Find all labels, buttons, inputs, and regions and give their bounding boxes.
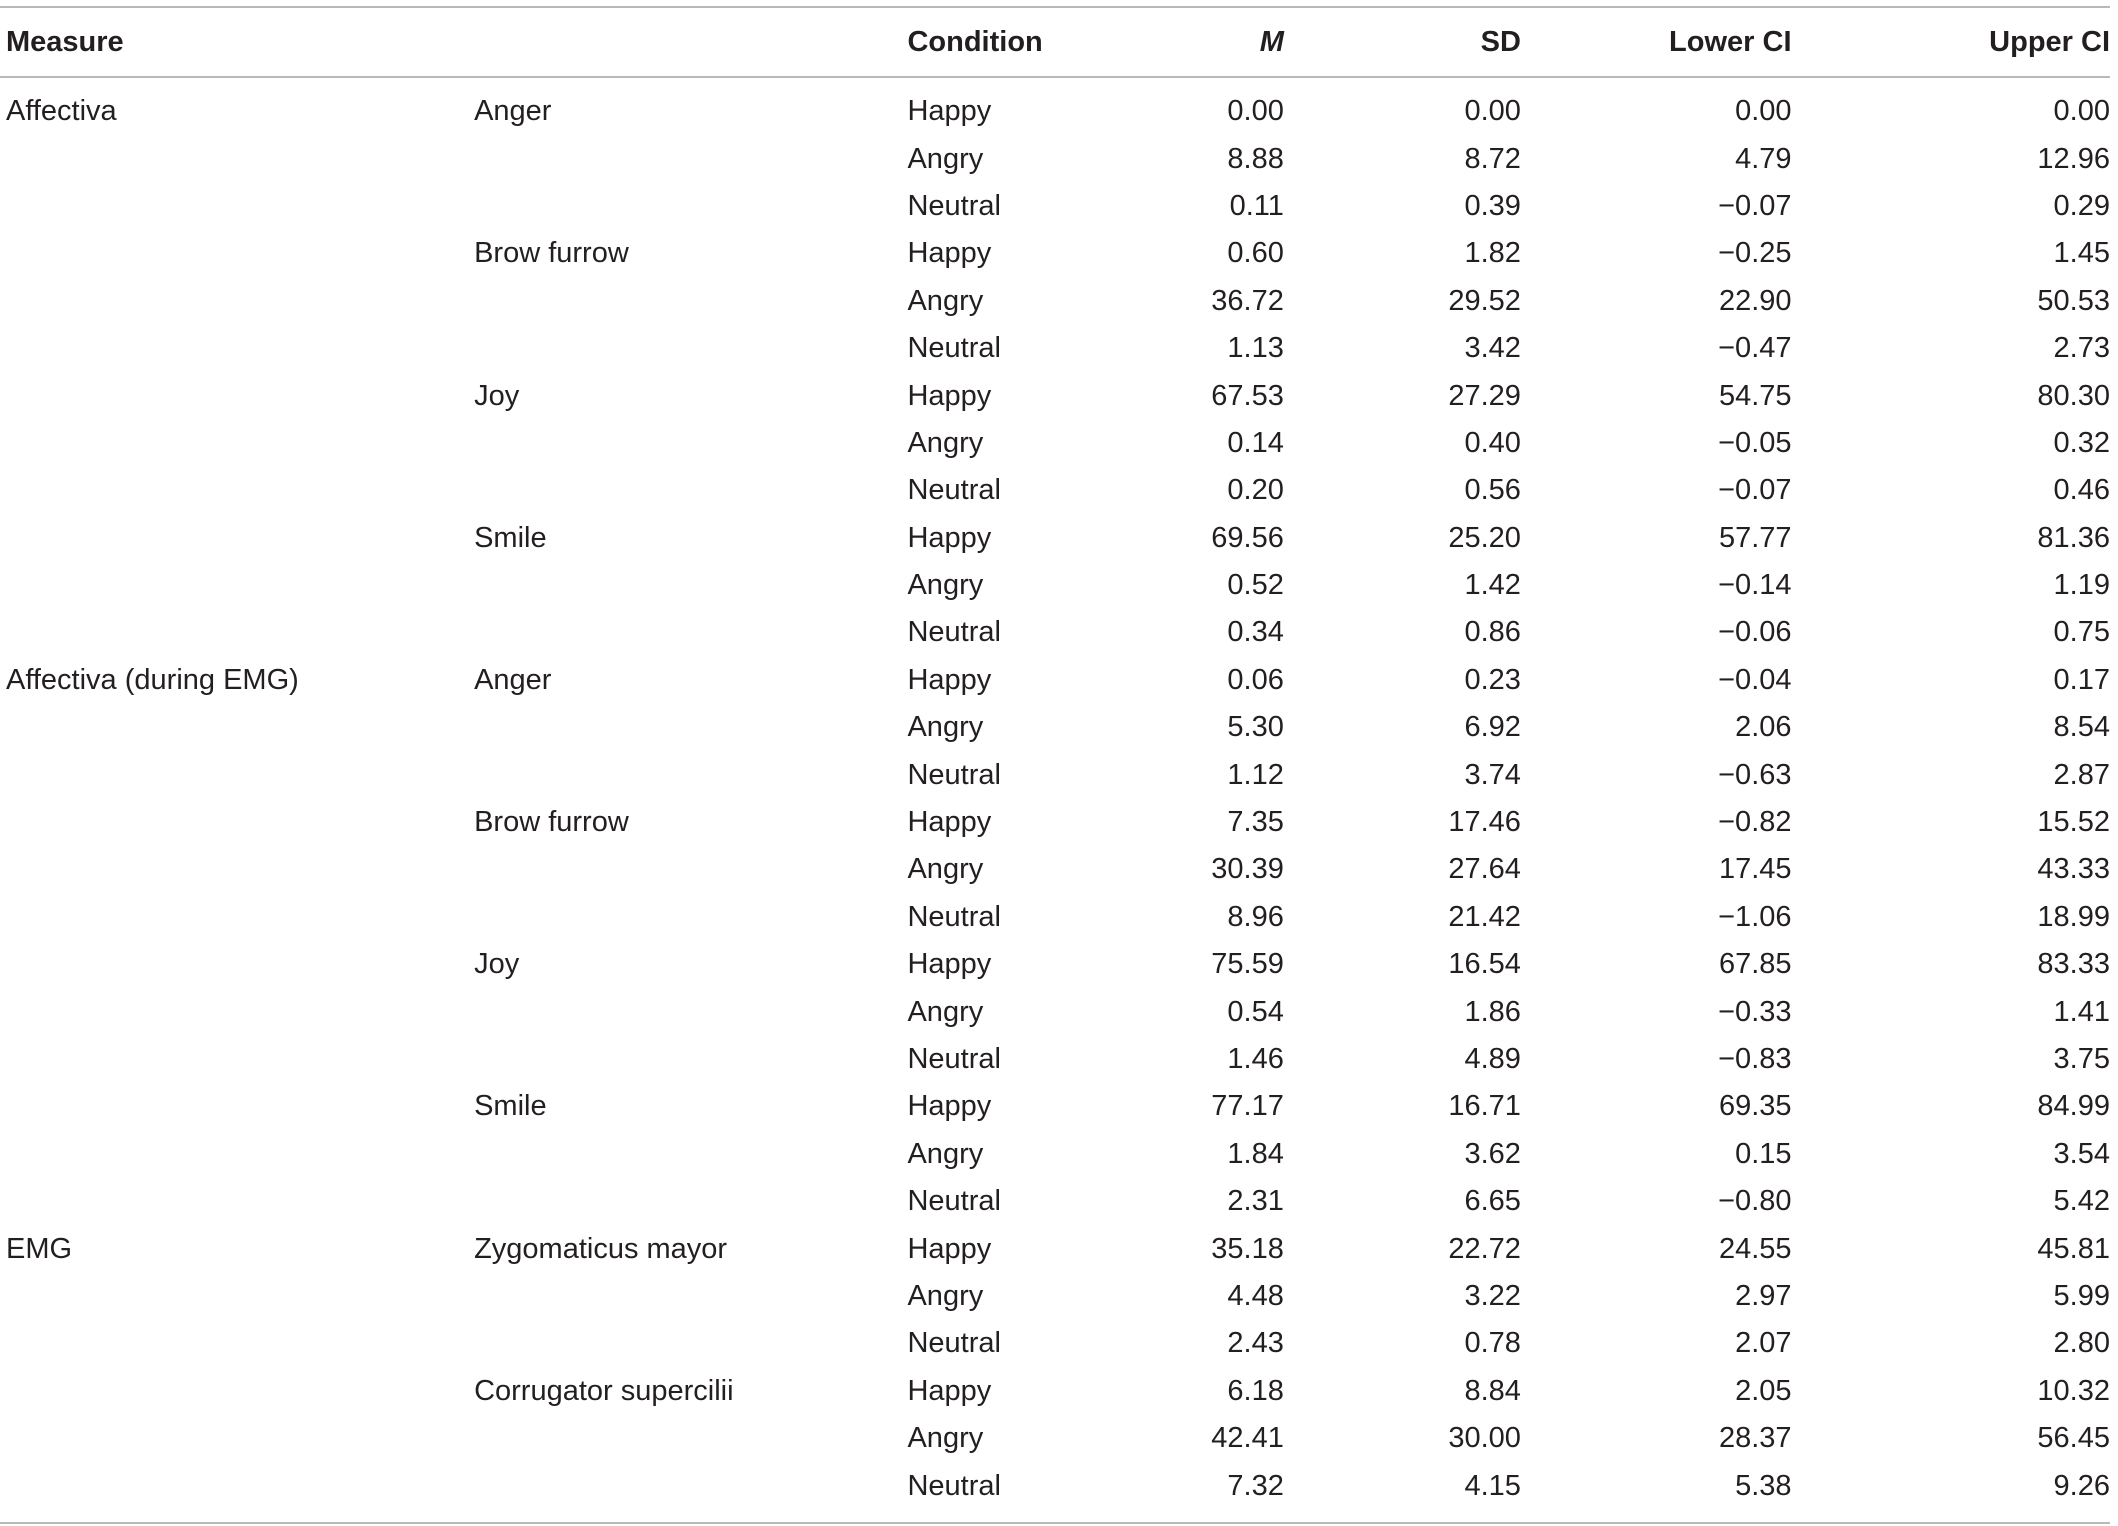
cell-sd: 0.86 [1464,616,1521,649]
cell-upper-ci: 1.19 [2053,569,2110,602]
cell-mean: 75.59 [1211,948,1284,981]
table-row [0,704,2110,751]
cell-upper-ci: 9.26 [2053,1469,2110,1502]
cell-condition: Neutral [907,1327,1001,1360]
table-row [0,657,2110,704]
cell-condition: Happy [907,663,992,696]
cell-measure [0,183,474,230]
cell-sd: 22.72 [1448,1232,1521,1265]
cell-sd: 0.39 [1464,189,1521,222]
cell-condition: Angry [907,853,984,886]
cell-sd: 27.29 [1448,379,1521,412]
table-row [0,941,2110,988]
cell-measure [0,515,474,562]
cell-submeasure [474,894,907,941]
cell-measure: EMG [6,1232,73,1265]
cell-measure [0,135,474,182]
header-measure: Measure [6,25,124,58]
cell-submeasure: Anger [474,663,552,696]
cell-mean: 30.39 [1211,853,1284,886]
cell-lower-ci: −0.83 [1718,1043,1792,1075]
cell-lower-ci: −0.07 [1718,474,1792,507]
cell-sd: 4.89 [1464,1043,1521,1075]
cell-sd: 16.71 [1448,1090,1521,1123]
cell-measure [0,704,474,751]
table-row [0,420,2110,467]
table-row [0,1083,2110,1130]
cell-mean: 6.18 [1227,1374,1284,1407]
cell-sd: 30.00 [1448,1422,1521,1455]
cell-upper-ci: 18.99 [2037,900,2110,933]
cell-condition: Angry [907,284,984,317]
table-header [0,7,2110,77]
cell-measure [0,1273,474,1320]
cell-sd: 25.20 [1448,521,1521,554]
cell-submeasure: Joy [474,948,520,981]
cell-lower-ci: 22.90 [1718,284,1792,317]
cell-lower-ci: −0.04 [1718,663,1792,696]
cell-submeasure [474,1178,907,1225]
cell-measure [0,846,474,893]
cell-lower-ci: 57.77 [1718,521,1792,554]
cell-mean: 8.96 [1227,900,1284,933]
cell-condition: Neutral [907,616,1001,649]
cell-measure [0,988,474,1035]
cell-condition: Happy [907,948,992,981]
table-row [0,77,2110,135]
cell-upper-ci: 0.32 [2053,426,2110,459]
results-table [0,6,2110,1524]
cell-lower-ci: −1.06 [1718,900,1792,933]
cell-upper-ci: 0.75 [2053,616,2110,649]
cell-condition: Happy [907,237,992,270]
cell-submeasure: Brow furrow [474,237,629,270]
cell-upper-ci: 45.81 [2037,1232,2110,1265]
cell-submeasure [474,278,907,325]
table-row [0,1225,2110,1272]
cell-condition: Angry [907,569,984,602]
cell-sd: 0.40 [1464,426,1521,459]
cell-mean: 0.20 [1227,474,1284,507]
cell-measure [0,278,474,325]
cell-submeasure [474,325,907,372]
cell-submeasure [474,846,907,893]
results-table-container [0,6,2110,1524]
cell-measure [0,1083,474,1130]
table-row [0,325,2110,372]
cell-mean: 0.52 [1227,569,1284,602]
cell-sd: 8.84 [1464,1374,1521,1407]
cell-upper-ci: 0.46 [2053,474,2110,507]
cell-condition: Happy [907,1374,992,1407]
cell-upper-ci: 10.32 [2037,1374,2110,1407]
table-row [0,1036,2110,1083]
cell-lower-ci: 2.06 [1735,711,1792,744]
cell-submeasure [474,1036,907,1083]
cell-submeasure: Anger [474,95,552,128]
table-row [0,751,2110,798]
cell-submeasure [474,183,907,230]
header-upper-ci: Upper CI [1989,25,2110,58]
cell-upper-ci: 43.33 [2037,853,2110,886]
header-row [0,7,2110,77]
table-row [0,988,2110,1035]
cell-upper-ci: 83.33 [2037,948,2110,981]
cell-upper-ci: 0.17 [2053,663,2110,696]
table-row [0,846,2110,893]
cell-mean: 35.18 [1211,1232,1284,1265]
cell-upper-ci: 80.30 [2037,379,2110,412]
cell-submeasure: Brow furrow [474,806,629,839]
cell-lower-ci: 54.75 [1718,379,1792,412]
cell-upper-ci: 2.87 [2053,758,2110,791]
cell-measure [0,941,474,988]
cell-sd: 16.54 [1448,948,1521,981]
cell-mean: 1.13 [1227,332,1284,365]
cell-condition: Angry [907,1422,984,1455]
cell-measure [0,1368,474,1415]
cell-mean: 2.43 [1227,1327,1284,1360]
cell-condition: Happy [907,379,992,412]
cell-submeasure: Smile [474,1090,547,1123]
cell-lower-ci: 4.79 [1735,142,1792,175]
cell-condition: Angry [907,1137,984,1170]
cell-upper-ci: 56.45 [2037,1422,2110,1455]
cell-mean: 77.17 [1211,1090,1284,1123]
cell-lower-ci: −0.05 [1718,426,1792,459]
cell-submeasure [474,1131,907,1178]
cell-condition: Neutral [907,900,1001,933]
cell-upper-ci: 5.42 [2053,1185,2110,1218]
cell-condition: Happy [907,95,992,128]
cell-lower-ci: 2.97 [1735,1279,1792,1312]
cell-lower-ci: 0.15 [1735,1137,1792,1170]
cell-upper-ci: 5.99 [2053,1279,2110,1312]
cell-upper-ci: 8.54 [2053,711,2110,744]
cell-measure [0,467,474,514]
cell-submeasure [474,1462,907,1522]
cell-mean: 5.30 [1227,711,1284,744]
table-body [0,77,2110,1523]
cell-condition: Angry [907,995,984,1028]
header-lower-ci: Lower CI [1669,25,1792,58]
cell-lower-ci: 67.85 [1718,948,1792,981]
cell-condition: Neutral [907,474,1001,507]
cell-mean: 0.34 [1227,616,1284,649]
cell-mean: 69.56 [1211,521,1284,554]
table-row [0,1273,2110,1320]
cell-submeasure [474,988,907,1035]
cell-upper-ci: 0.29 [2053,189,2110,222]
cell-sd: 3.22 [1464,1279,1521,1312]
cell-measure [0,1320,474,1367]
cell-measure [0,1462,474,1522]
cell-measure [0,230,474,277]
cell-lower-ci: −0.06 [1718,616,1792,649]
cell-lower-ci: 5.38 [1735,1469,1792,1502]
cell-mean: 1.46 [1227,1043,1284,1075]
cell-submeasure [474,135,907,182]
cell-submeasure [474,1273,907,1320]
cell-mean: 0.06 [1227,663,1284,696]
cell-mean: 4.48 [1227,1279,1284,1312]
cell-measure [0,1036,474,1083]
table-row [0,1178,2110,1225]
cell-sd: 6.92 [1464,711,1521,744]
cell-measure: Affectiva (during EMG) [6,663,299,696]
cell-sd: 1.42 [1464,569,1521,602]
cell-upper-ci: 81.36 [2037,521,2110,554]
cell-measure [0,1415,474,1462]
cell-mean: 1.12 [1227,758,1284,791]
cell-sd: 0.56 [1464,474,1521,507]
cell-sd: 1.82 [1464,237,1521,270]
cell-sd: 8.72 [1464,142,1521,175]
cell-condition: Angry [907,142,984,175]
cell-lower-ci: 2.05 [1735,1374,1792,1407]
header-mean: M [1259,25,1284,58]
cell-submeasure [474,562,907,609]
table-row [0,894,2110,941]
cell-measure [0,1178,474,1225]
cell-mean: 0.60 [1227,237,1284,270]
cell-lower-ci: −0.47 [1718,332,1792,365]
table-row [0,562,2110,609]
table-row [0,1368,2110,1415]
cell-mean: 0.00 [1227,95,1284,128]
cell-submeasure [474,467,907,514]
table-row [0,1415,2110,1462]
cell-condition: Happy [907,1232,992,1265]
cell-condition: Angry [907,711,984,744]
cell-submeasure: Corrugator supercilii [474,1374,734,1407]
table-row [0,230,2110,277]
cell-sd: 29.52 [1448,284,1521,317]
cell-condition: Neutral [907,189,1001,222]
cell-submeasure: Zygomaticus mayor [474,1232,728,1265]
cell-mean: 0.54 [1227,995,1284,1028]
cell-mean: 7.32 [1227,1469,1284,1502]
cell-condition: Angry [907,426,984,459]
table-row [0,1320,2110,1367]
cell-lower-ci: 24.55 [1718,1232,1792,1265]
cell-measure [0,751,474,798]
cell-sd: 0.78 [1464,1327,1521,1360]
table-row [0,609,2110,656]
cell-upper-ci: 15.52 [2037,806,2110,839]
cell-condition: Neutral [907,332,1001,365]
header-sd: SD [1480,25,1521,58]
cell-upper-ci: 3.54 [2053,1137,2110,1170]
cell-sd: 0.00 [1464,95,1521,128]
cell-lower-ci: 2.07 [1735,1327,1792,1360]
table-row [0,799,2110,846]
cell-lower-ci: 69.35 [1718,1090,1792,1123]
table-row [0,372,2110,419]
cell-sd: 27.64 [1448,853,1521,886]
cell-condition: Happy [907,521,992,554]
cell-mean: 7.35 [1227,806,1284,839]
cell-submeasure: Joy [474,379,520,412]
cell-submeasure [474,704,907,751]
cell-condition: Neutral [907,1469,1001,1502]
cell-upper-ci: 2.80 [2053,1327,2110,1360]
cell-mean: 8.88 [1227,142,1284,175]
cell-upper-ci: 12.96 [2037,142,2110,175]
cell-condition: Neutral [907,1043,1001,1075]
cell-measure [0,372,474,419]
table-row [0,467,2110,514]
cell-condition: Happy [907,806,992,839]
cell-sd: 0.23 [1464,663,1521,696]
cell-mean: 0.11 [1229,189,1284,222]
cell-upper-ci: 1.41 [2053,995,2110,1028]
cell-sd: 3.74 [1464,758,1521,791]
cell-submeasure [474,420,907,467]
cell-upper-ci: 84.99 [2037,1090,2110,1123]
cell-upper-ci: 2.73 [2053,332,2110,365]
table-row [0,1131,2110,1178]
cell-upper-ci: 1.45 [2053,237,2110,270]
cell-upper-ci: 50.53 [2037,284,2110,317]
cell-submeasure [474,751,907,798]
cell-lower-ci: 17.45 [1718,853,1792,886]
cell-lower-ci: −0.14 [1718,569,1792,602]
cell-submeasure: Smile [474,521,547,554]
cell-condition: Angry [907,1279,984,1312]
cell-measure [0,420,474,467]
cell-mean: 42.41 [1211,1422,1284,1455]
table-row [0,515,2110,562]
cell-submeasure [474,609,907,656]
header-submeasure [474,7,907,77]
cell-sd: 21.42 [1448,900,1521,933]
cell-mean: 36.72 [1211,284,1284,317]
cell-measure [0,562,474,609]
cell-lower-ci: −0.80 [1718,1185,1792,1218]
cell-upper-ci: 0.00 [2053,95,2110,128]
cell-measure: Affectiva [6,95,117,128]
cell-measure [0,799,474,846]
cell-submeasure [474,1415,907,1462]
cell-mean: 67.53 [1211,379,1284,412]
cell-measure [0,1131,474,1178]
cell-sd: 3.42 [1464,332,1521,365]
cell-lower-ci: −0.07 [1718,189,1792,222]
cell-sd: 6.65 [1464,1185,1521,1218]
cell-sd: 4.15 [1464,1469,1521,1502]
cell-submeasure [474,1320,907,1367]
cell-mean: 1.84 [1227,1137,1284,1170]
cell-lower-ci: 28.37 [1718,1422,1792,1455]
cell-condition: Neutral [907,758,1001,791]
cell-mean: 0.14 [1227,426,1284,459]
cell-lower-ci: −0.63 [1718,758,1792,791]
cell-lower-ci: −0.25 [1718,237,1792,270]
cell-measure [0,894,474,941]
table-row [0,1462,2110,1522]
table-row [0,135,2110,182]
cell-upper-ci: 3.75 [2053,1043,2110,1075]
table-row [0,278,2110,325]
cell-measure [0,325,474,372]
cell-sd: 3.62 [1464,1137,1521,1170]
header-condition: Condition [907,25,1043,58]
cell-mean: 2.31 [1227,1185,1284,1218]
cell-measure [0,609,474,656]
cell-lower-ci: −0.33 [1718,995,1792,1028]
cell-sd: 1.86 [1464,995,1521,1028]
cell-sd: 17.46 [1448,806,1521,839]
cell-lower-ci: 0.00 [1735,95,1792,128]
cell-condition: Neutral [907,1185,1001,1218]
table-row [0,183,2110,230]
cell-lower-ci: −0.82 [1718,806,1792,839]
cell-condition: Happy [907,1090,992,1123]
